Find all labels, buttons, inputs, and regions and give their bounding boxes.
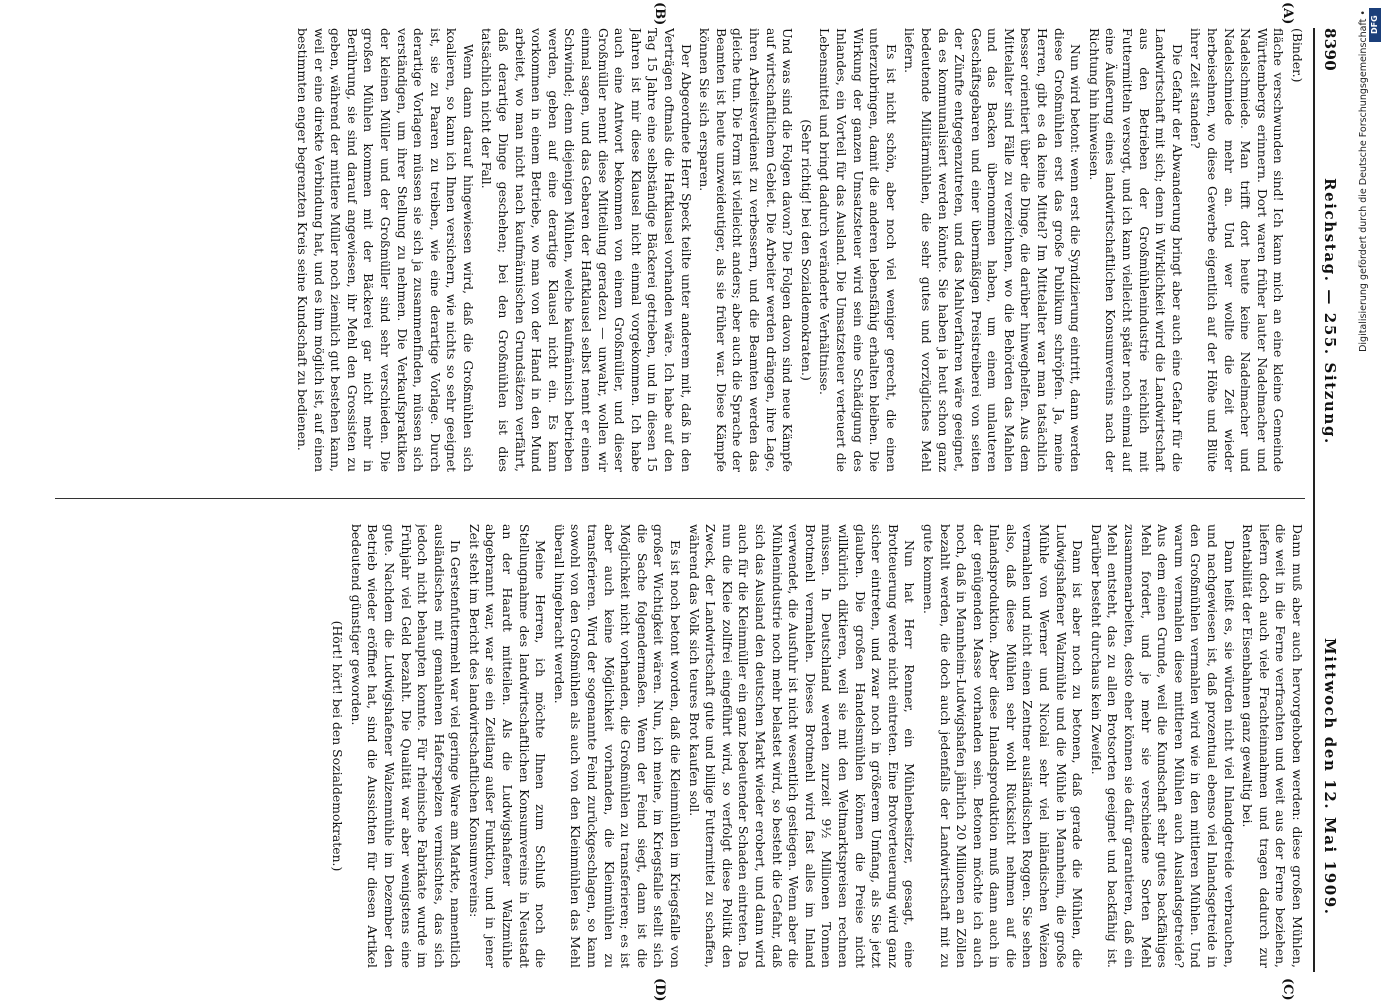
paragraph: Es ist nicht schön, aber noch viel weniger gerecht, die einen unterzubringen, damit die anderen lebensfähig erhalten bleiben. Die Wirkung der ganzen Umsatzsteuer wird sein eine Schädigung des Inlandes, ein Vorteil für das Ausland. Die Umsatzsteuer verteuert die Lebensmittel und bringt dadurch veränderte Verhältnisse.: [817, 28, 899, 472]
margin-mark-a: (A): [1280, 2, 1295, 25]
header-right-title: Mittwoch den 12. Mai 1909.: [1321, 638, 1339, 916]
credit-text: Digitalisierung gefördert durch die Deutsche Forschungsgemeinschaft •: [1357, 10, 1369, 352]
paragraph: Meine Herren, ich möchte Ihnen zum Schluß noch die Stellungnahme des landwirtschaftlichen Konsumvereins in Neustadt an der Haardt mitteilen. Als die Ludwigshafener Walzmühle abgebrannt war, war sie ein Zeitlang außer Funktion, und in jener Zeit steht im Bericht des landwirtschaftlichen Konsumvereins:: [466, 524, 549, 968]
paragraph: Dann ist aber noch zu betonen, daß gerade die Mühlen, die Ludwigshafener Walzmühle und die Mühle in Mannheim, die große Mühle von Werner und Nicolai sehr viel inländischen Weizen vermahlen und nicht einen Zentner ausländischen Roggen. Sie sehen also, daß diese Mühlen sehr wohl Rücksicht nehmen auf die Inlandsproduktion. Aber diese Inlandsproduktion muß dann auch in der genügenden Masse vorhanden sein. Betonen möchte ich auch noch, daß in Mannheim-Ludwigshafen jährlich 20 Millionen an Zöllen bezahlt werden, die doch auch jedenfalls der Landwirtschaft mit zu gute kommen.: [920, 524, 1086, 968]
left-column: [45, 28, 1305, 472]
paragraph: Der Abgeordnete Herr Speck teilte unter anderem mit, daß in den Verträgen oftmals die Haftklausel vorhanden wäre. Ich habe auf den Tag 15 Jahre eine selbständige Bäckerei getrieben, und in diesen 15 Jahren ist mir diese Klausel nicht einmal vorgekommen. Ich habe auch eine Antwort bekommen von einem Großmüller, und dieser Großmüller nennt diese Mitteilung geradezu — unwahr, wollen wir einmal sagen, und das Gebaren der Haftklausel selbst nennt er einen Schwindel; denn diejenigen Mühlen, welche kaufmännisch betrieben werden, geben auf eine derartige Klausel nicht ein. Es kann vorkommen in einem Betriebe, wo man von der Hand in den Mund arbeitet, wo man nicht nach kaufmännischen Grundsätzen verfährt, daß derartige Dinge geschehen; bei den Großmühlen ist dies tatsächlich nicht der Fall.: [479, 28, 694, 472]
digitization-credit: [1355, 10, 1371, 710]
paragraph: Und was sind die Folgen davon? Die Folgen davon sind neue Kämpfe auf wirtschaftlichem Gebiet. Die Arbeiter werden drängen, ihre Lage, ihren Arbeitsverdienst zu verbessern, und die Beamten werden das gleiche tun. Die Form ist vielleicht anders; aber auch die Sprache der Beamten ist heute unzweideutiger, als sie früher war. Diese Kämpfe können Sie sich ersparen.: [697, 28, 796, 472]
paragraph: fläche verschwunden sind! Ich kann mich an eine kleine Gemeinde Württembergs erinnern. Dort waren früher lauter Nadelmacher und Nadelschmiede. Man trifft dort heute keine Nadelmacher und Nadelschmiede mehr an. Und wer wollte die Zeit wieder herbeisehnen, wo diese Gewerbe eigentlich auf der Höhe und Blüte ihrer Zeit standen?: [1188, 28, 1287, 472]
right-column: [45, 524, 1305, 968]
paragraph: (Sehr richtig! bei den Sozialdemokraten.): [798, 119, 814, 381]
paragraph: (Hört! hört! bei den Sozialdemokraten.): [330, 620, 346, 872]
paragraph: Nun hat Herr Renner, ein Mühlenbesitzer, gesagt, eine Brotteuerung werde nicht eintreten. Eine Brotverteuerung wird ganz sicher eintreten, und zwar noch in größerem Umfang, als Sie jetzt glauben. Die großen Handelsmühlen können die Preise nicht willkürlich diktieren, weil sie mit den Weltmarktspreisen rechnen müssen. In Deutschland werden zurzeit 9½ Millionen Tonnen Brotmehl vermahlen. Dieses Brotmehl wird fast alles im Inland verwendet, die Ausfuhr ist nicht wesentlich gestiegen. Wenn aber die Mühlenindustrie noch mehr belastet wird, so besteht die Gefahr, daß sich das Ausland den deutschen Markt wieder erobert, und dann wird auch für die Kleinmüller ein ganz bedeutender Schaden eintreten. Da nun die Kleie zollfrei eingeführt wird, so verfolgt diese Politik den Zweck, der Landwirtschaft gute und billige Futtermittel zu schaffen, während das Volk sich teures Brot kaufen soll.: [686, 524, 918, 968]
dfg-logo: DFG: [1369, 8, 1381, 42]
paragraph: Es ist noch betont worden, daß die Kleinmühlen im Kriegsfalle von großer Wichtigkeit wären. Nun, ich meine, im Kriegsfalle stellt sich die Sache folgendermaßen. Wenn der Feind siegt, dann ist die Möglichkeit nicht vorhanden, die Großmühlen zu transferieren; es ist aber auch keine Möglichkeit vorhanden, die Kleinmühlen zu transferieren. Wird der sogenannte Feind zurückgeschlagen, so kann sowohl von den Großmühlen als auch von den Kleinmühlen das Mehl überall hingebracht werden.: [551, 524, 684, 968]
page-number: 8390: [1321, 28, 1339, 71]
paragraph: Die Gefahr der Abwanderung bringt aber auch eine Gefahr für die Landwirtschaft mit sich; denn in Wirklichkeit wird die Landwirtschaft aus den Betrieben der Großmühlenindustrie reichlich mit Futtermitteln versorgt, und ich kann vielleicht später noch einmal auf eine Äußerung eines landwirtschaftlichen Konsumvereins nach der Richtung hin hinweisen.: [1086, 28, 1185, 472]
page-header: [1315, 28, 1343, 972]
paragraph: In Gerstenfuttermehl war viel geringe Ware am Markte, namentlich ausländisches mit gemahlenen Haferspelzen vermischtes, das sich jedoch nicht behaupten konnte. Für rheinische Fabrikate wurde im Frühjahr viel Geld bezahlt. Die Qualität war aber wenigstens eine gute. Nachdem die Ludwigshafener Walzenmühle im Dezember den Betrieb wieder eröffnet hat, sind die Aussichten für diesen Artikel bedeutend günstiger geworden.: [348, 524, 464, 968]
paragraph: Dann heißt es, sie würden nicht viel Inlandgetreide verbrauchen, und nachgewiesen ist, daß prozentual ebenso viel Inlandsgetreide in den Großmühlen vermahlen wird wie in den mittleren Mühlen. Und warum vermahlen diese mittleren Mühlen auch Auslandsgetreide? Aus dem einen Grunde, weil die Kundschaft sehr gutes backfähiges Mehl fordert, und je mehr sie verschiedene Sorten Mehl zusammenarbeiten, desto eher können sie dafür garantieren, daß ein Mehl entsteht, das zu allen Brotsorten geeignet und backfähig ist. Darüber besteht durchaus kein Zweifel.: [1088, 524, 1237, 968]
margin-mark-b: (B): [652, 2, 667, 26]
header-left-title: Reichstag. — 255. Sitzung.: [1321, 178, 1339, 445]
paragraph: (Binder.): [1290, 28, 1305, 83]
newspaper-page: [33, 2, 1343, 1002]
paragraph: Nun wird betont: wenn erst die Syndizierung eintritt, dann werden diese Großmühlen erst das große Publikum schröpfen. Ja, meine Herren, gibt es da keine Mittel? Im Mittelalter war man tatsächlich besser orientiert über die Dinge, die darüber hinweghelfen. Aus dem Mittelalter sind Fälle zu verzeichnen, wo die Behörden das Mahlen und das Backen übernommen haben, um einem unlauteren Geschäftsgebaren und einer übermäßigen Preistreiberei von seiten der Zünfte entgegenzutreten, und das Mahlverfahren wäre geeignet, da es kommunalisiert werden könnte. Sie haben ja heut schon ganz bedeutende Militärmühlen, die sehr gutes und vorzügliches Mehl liefern.: [902, 28, 1084, 472]
margin-mark-d: (D): [652, 978, 667, 1002]
header-rule: [1313, 28, 1315, 972]
margin-mark-c: (C): [1280, 978, 1295, 1001]
column-separator: [55, 498, 1305, 499]
paragraph: Wenn dann darauf hingewiesen wird, daß die Großmühlen sich koalieren, so kann ich Ihnen versichern, wie nichts so sehr geeignet ist, sie zu Paaren zu treiben, wie eine derartige Vorlage. Durch derartige Vorlagen müssen sie sich ja zusammenfinden, müssen sich verständigen, um ihrer Stellung zu nehmen. Die Verkaufspraktiken der kleinen Müller und der Großmüller sind sehr verschieden. Die großen Mühlen kommen mit der Bäckerei gar nicht mehr in Berührung, sie sind darauf angewiesen, ihr Mehl den Grossisten zu geben, während der mittlere Müller noch ziemlich gut bestehen kann, weil er eine direkte Verbindung hat, und es ihm möglich ist, auf einen bestimmten enger begrenzten Kreis seine Kundschaft zu bedienen.: [294, 28, 476, 472]
paragraph: Dann muß aber auch hervorgehoben werden: diese großen Mühlen, die weit in die Ferne verfrachten und weit aus der Ferne beziehen, liefern doch auch viele Frachteinnahmen und tragen dadurch zur Rentabilität der Eisenbahnen ganz gewaltig bei.: [1240, 524, 1305, 968]
